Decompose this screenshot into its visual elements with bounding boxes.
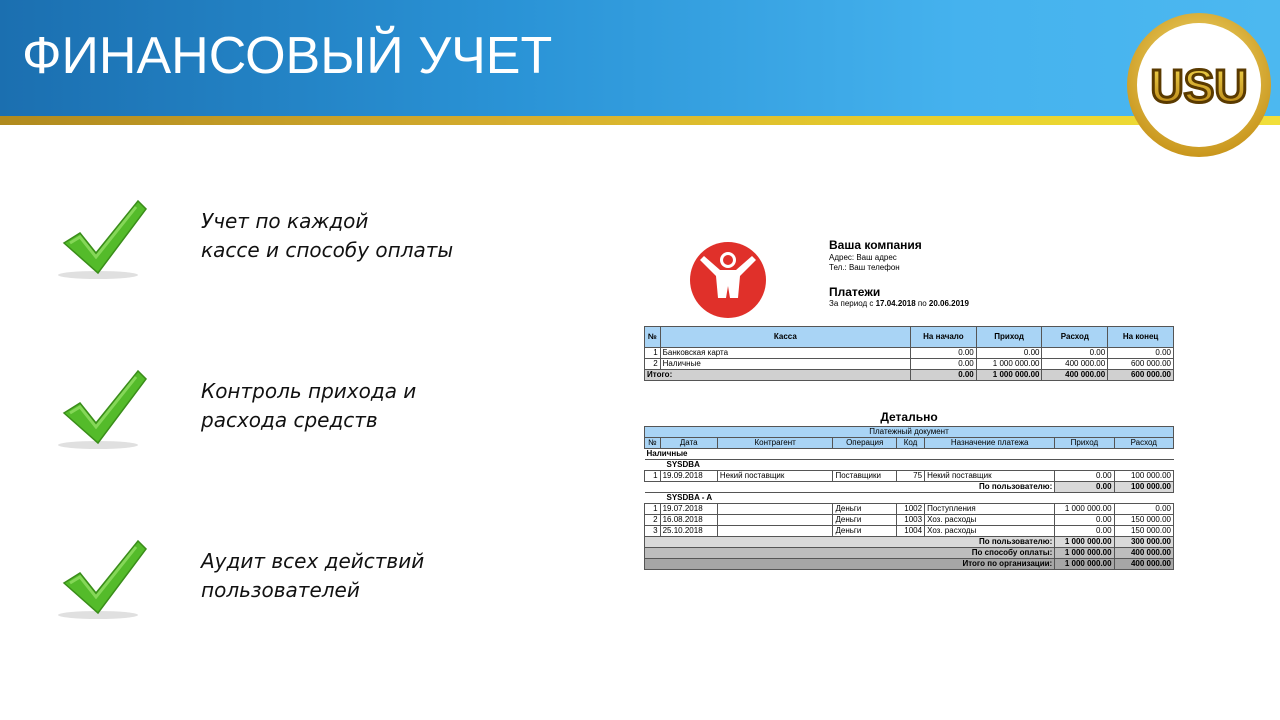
table-header-row: № Касса На начало Приход Расход На конец [645, 327, 1174, 348]
user-group-row: SYSDBA - A [645, 493, 1174, 504]
table-row: 1 19.07.2018 Деньги 1002 Поступления 1 000 000.00 0.00 [645, 504, 1174, 515]
checkmark-icon [56, 195, 156, 285]
user-total-row: По пользователю: 1 000 000.00 300 000.00 [645, 537, 1174, 548]
page-title: ФИНАНСОВЫЙ УЧЕТ [22, 27, 553, 85]
feature-item [56, 365, 616, 455]
user-group-row: SYSDBA [645, 460, 1174, 471]
feature-text: Аудит всех действий пользователей [201, 549, 425, 602]
table-header-row: № Дата Контрагент Операция Код Назначение платежа Приход Расход [645, 438, 1174, 449]
table-row: 2 16.08.2018 Деньги 1003 Хоз. расходы 0.00 150 000.00 [645, 515, 1174, 526]
payment-method-row: Наличные [645, 449, 1174, 460]
detail-title: Детально [880, 410, 938, 424]
checkmark-icon [56, 365, 156, 455]
usu-logo [1124, 10, 1274, 160]
svg-text:USU: USU [1150, 60, 1248, 112]
doc-header-row: Платежный документ [645, 427, 1174, 438]
method-total-row: По способу оплаты: 1 000 000.00 400 000.00 [645, 548, 1174, 559]
total-row: Итого: 0.00 1 000 000.00 400 000.00 600 000.00 [645, 370, 1174, 381]
charity-logo-icon [688, 240, 768, 320]
table-row: 3 25.10.2018 Деньги 1004 Хоз. расходы 0.00 150 000.00 [645, 526, 1174, 537]
table-row: 2 Наличные 0.00 1 000 000.00 400 000.00 600 000.00 [645, 359, 1174, 370]
feature-text: Учет по каждой кассе и способу оплаты [201, 209, 454, 262]
report-period: За период с 17.04.2018 по 20.06.2019 [829, 299, 969, 308]
cash-summary-table [644, 326, 1174, 381]
table-row: 1 Банковская карта 0.00 0.00 0.00 0.00 [645, 348, 1174, 359]
company-name: Ваша компания [829, 238, 922, 252]
checkmark-icon [56, 535, 156, 625]
payments-report [644, 230, 1174, 575]
detail-table [644, 426, 1174, 570]
feature-item [56, 195, 616, 285]
header-stripe [0, 116, 1280, 125]
feature-text: Контроль прихода и расхода средств [201, 379, 417, 432]
company-contacts: Адрес: Ваш адрес Тел.: Ваш телефон [829, 253, 900, 272]
org-total-row: Итого по организации: 1 000 000.00 400 000.00 [645, 559, 1174, 570]
feature-item [56, 535, 616, 625]
report-title: Платежи [829, 285, 881, 299]
user-total-row: По пользователю: 0.00 100 000.00 [645, 482, 1174, 493]
table-row: 1 19.09.2018 Некий поставщик Поставщики 75 Некий поставщик 0.00 100 000.00 [645, 471, 1174, 482]
